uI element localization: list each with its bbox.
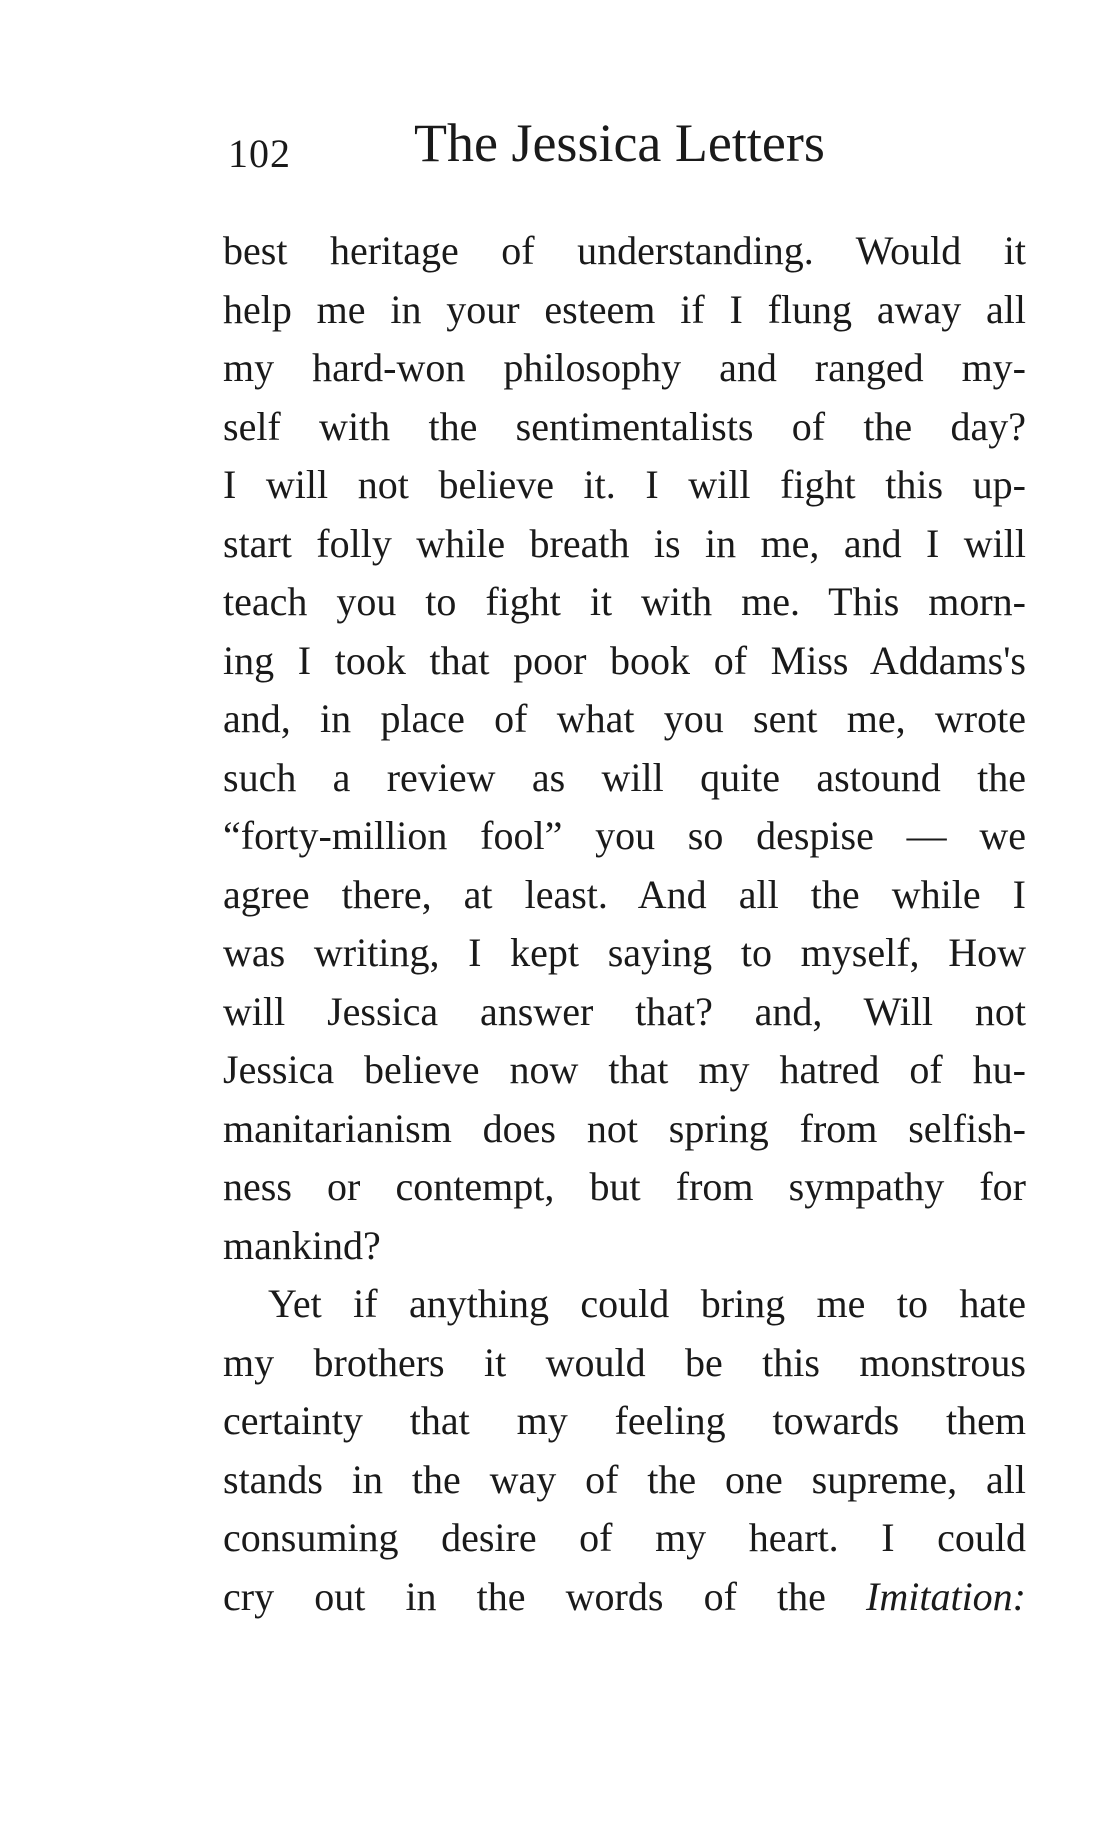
page-number: 102: [228, 131, 291, 176]
text-line: my brothers it would be this monstrous: [223, 1339, 1026, 1385]
text-line: mankind?: [223, 1222, 381, 1268]
paragraph-2: [223, 1275, 1026, 1626]
text-line: best heritage of understanding. Would it: [223, 228, 1026, 273]
running-head: [228, 112, 868, 182]
final-line-roman: cry out in the words of the: [223, 1573, 826, 1619]
text-line: manitarianism does not spring from selfish-: [223, 1105, 1026, 1151]
text-line: ness or contempt, but from sympathy for: [223, 1164, 1026, 1209]
text-line: Jessica believe now that my hatred of hu-: [223, 1047, 1026, 1092]
text-line: teach you to fight it with me. This morn-: [223, 579, 1026, 624]
text-line: my hard-won philosophy and ranged my-: [223, 345, 1026, 390]
paragraph-1: [223, 222, 1026, 1275]
text-line: help me in your esteem if I flung away all: [223, 286, 1026, 332]
text-line: such a review as will quite astound the: [223, 754, 1026, 800]
text-line: start folly while breath is in me, and I will: [223, 520, 1026, 566]
text-line: stands in the way of the one supreme, all: [223, 1456, 1026, 1502]
text-line: and, in place of what you sent me, wrote: [223, 696, 1026, 741]
text-line: ing I took that poor book of Miss Addams's: [223, 637, 1026, 683]
text-line: certainty that my feeling towards them: [223, 1398, 1026, 1443]
body-text: [223, 222, 1026, 1626]
italic-title-imitation: Imitation:: [866, 1573, 1026, 1619]
final-text-line: [223, 1568, 1026, 1627]
text-line: Yet if anything could bring me to hate: [268, 1281, 1026, 1326]
text-line: will Jessica answer that? and, Will not: [223, 988, 1026, 1034]
text-line: self with the sentimentalists of the day?: [223, 403, 1026, 449]
text-line: consuming desire of my heart. I could: [223, 1515, 1026, 1560]
text-line: I will not believe it. I will fight this up-: [223, 462, 1026, 507]
text-line: was writing, I kept saying to myself, How: [223, 930, 1026, 975]
text-line: agree there, at least. And all the while I: [223, 871, 1026, 917]
text-line: “forty-million fool” you so despise — we: [223, 813, 1026, 858]
book-title: The Jessica Letters: [414, 113, 825, 173]
